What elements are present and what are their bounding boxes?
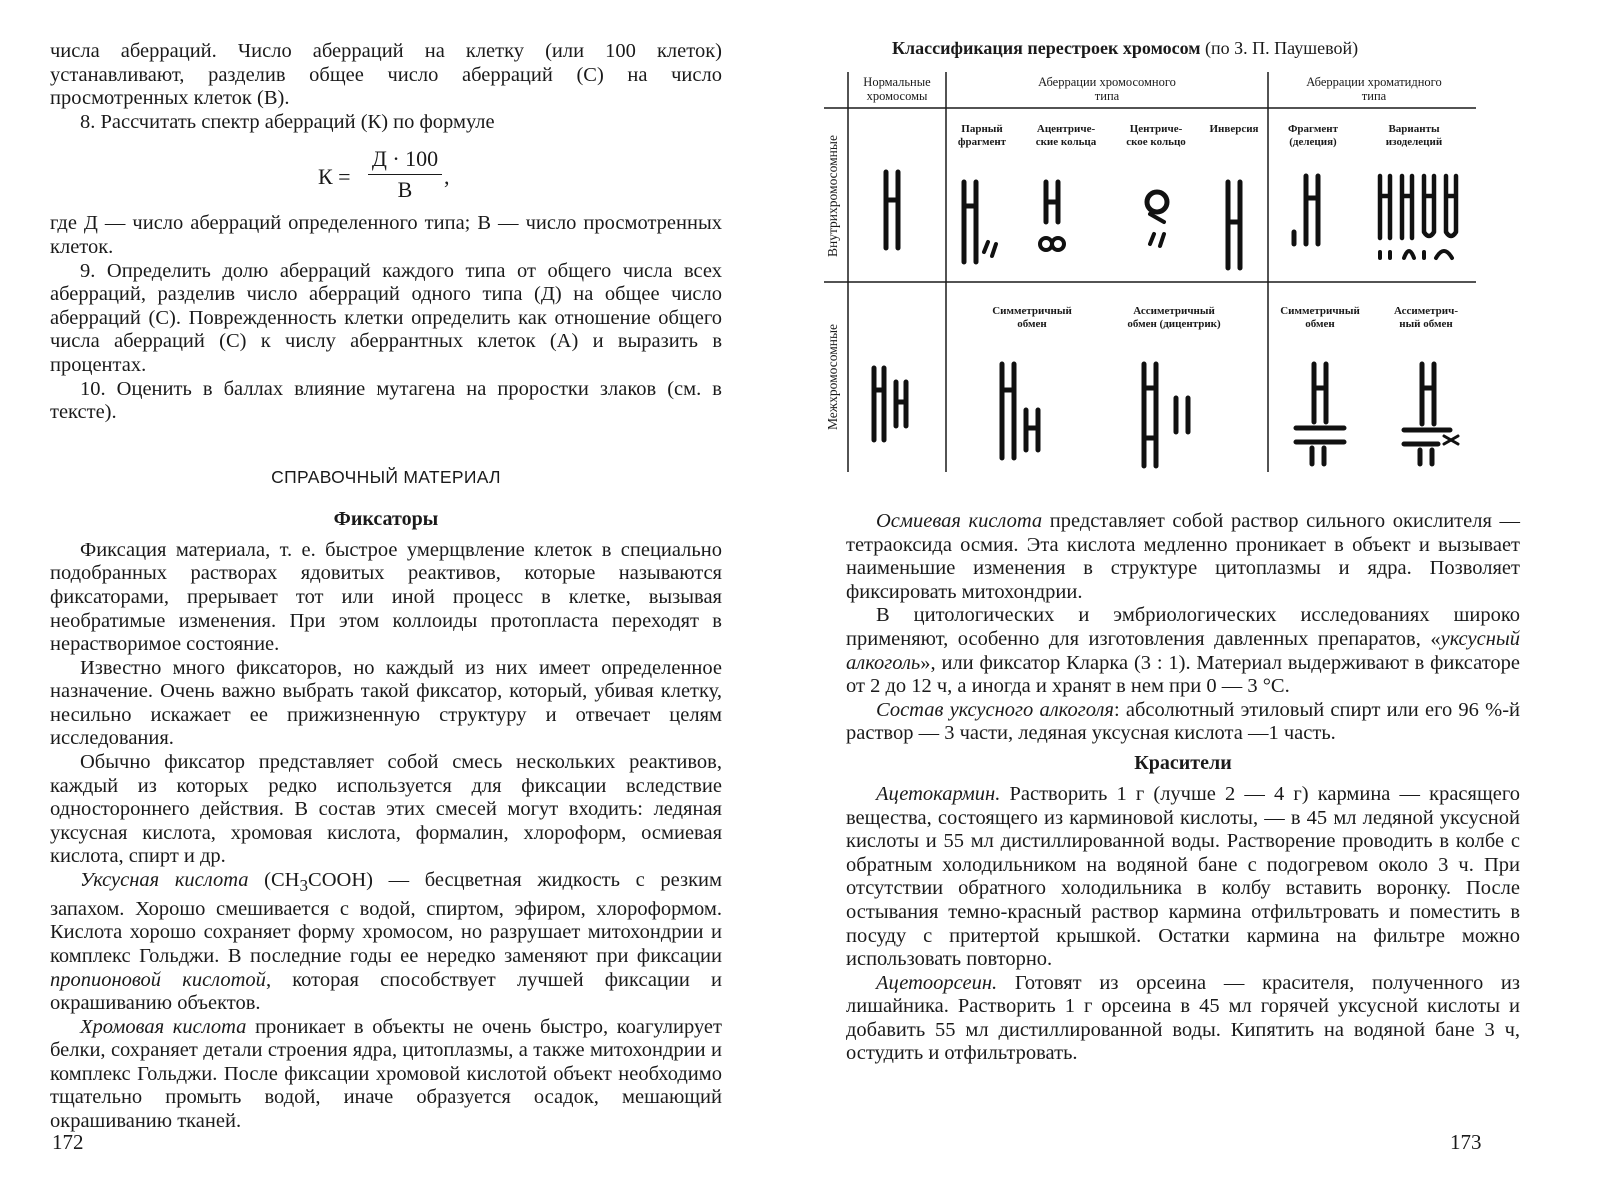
paragraph: где Д — число аберраций определенного типа; В — число просмотренных клеток. [50, 212, 722, 258]
subheader-paired-fragment-l1: Парный [961, 123, 1003, 135]
dicentric-figure [1144, 364, 1188, 466]
paired-fragment-figure [964, 182, 996, 262]
paragraph-chromic-acid [50, 1016, 722, 1134]
header-chromosome-line2: типа [1094, 89, 1120, 103]
paragraph-acetic-acid [50, 869, 722, 1016]
subheader-chromatid-symmetric-l2: обмен [1305, 318, 1335, 330]
deletion-figure [1294, 176, 1318, 244]
subheader-symmetric-exchange-l2: обмен [1017, 318, 1047, 330]
formula-suffix: , [444, 164, 450, 190]
header-chromosome-line1: Аберрации хромосомного [1038, 75, 1176, 89]
header-normal-line1: Нормальные [863, 75, 931, 89]
term: Хромовая кислота [80, 1015, 247, 1038]
text-run: (CH [248, 869, 300, 892]
chromatid-symmetric-figure [1296, 364, 1344, 464]
paragraph-acetocarmine [846, 783, 1520, 972]
paragraph-osmic-acid [846, 510, 1520, 604]
text-run: Растворить 1 г (лучше 2 — 4 г) кармина — красящего вещества, состоящего из карминовой кислоты, — в 45 мл ледяной уксусной кислоты и 55 мл дистиллированной воды. Растворение проводить в колбе с обратным холодильником на водяной бане с подогревом около 3 ч. При отсутствии обратного холодильника в колбу вставить воронку. После остывания темно-красный раствор кармина отфильтровать и поместить в посуду с притертой крышкой. Остатки кармина на фильтре можно использовать повторно. [846, 782, 1520, 971]
inversion-figure [1228, 182, 1240, 268]
subheader-centric-ring-l2: ское кольцо [1126, 136, 1186, 148]
header-chromatid-line2: типа [1361, 89, 1387, 103]
row-label-interchromosomal: Межхромосомные [825, 323, 840, 431]
term: Ацетокармин. [876, 782, 1001, 805]
paragraph: 9. Определить долю аберраций каждого типа от общего числа всех аберраций, разделив число аберраций одного типа (Д) на общее число аберраций (С). Поврежденность клетки определить как отношение общего числа аберраций (С) к числу аберрантных клеток (А) и выразить в процентах. [50, 259, 722, 376]
text-run: проникает в объекты не очень быстро, коагулирует белки, сохраняет детали строения ядра, цитоплазмы, а также митохондрии и комплекс Гольджи. После фиксации хромовой кислотой объект необходимо тщательно промыть водой, иначе образуется осадок, мешающий окрашиванию тканей. [50, 1015, 722, 1133]
subscript: 3 [299, 876, 309, 896]
left-page [0, 0, 780, 1200]
paragraph: Обычно фиксатор представляет собой смесь нескольких реактивов, каждый из которых редко используется для фиксации вследствие одностороннего действия. В состав этих смесей могут входить: ледяная уксусная кислота, хромовая кислота, формалин, хлороформ, осмиевая кислота, спирт и др. [50, 751, 722, 868]
chromatid-asymmetric-figure [1404, 364, 1458, 464]
normal-chromosome-intra [886, 172, 898, 248]
right-column [846, 510, 1520, 1066]
spectrum-formula [50, 146, 722, 204]
subheader-chromatid-asymmetric-l2: ный обмен [1399, 318, 1453, 330]
subheader-deletion-l1: Фрагмент [1287, 123, 1339, 135]
subheader-acentric-rings-l1: Ацентриче- [1036, 123, 1096, 135]
subheader-inversion: Инверсия [1209, 123, 1259, 135]
formula-lhs: К = [318, 164, 351, 190]
symmetric-exchange-figure [1002, 364, 1038, 458]
text-run: : абсолютный этиловый спирт или его 96 %-й раствор — 3 части, ледяная уксусная кислота —1 часть. [846, 698, 1520, 745]
formula-numerator: Д · 100 [368, 146, 442, 175]
term: Состав уксусного алкоголя [876, 698, 1114, 721]
formula-fraction [368, 146, 442, 203]
text-run: , которая способствует лучшей фиксации и окрашиванию объектов. [50, 968, 723, 1015]
subheading-fixatives: Фиксаторы [333, 507, 439, 530]
text-run: В цитологических и эмбриологических исследованиях широко применяют, особенно для изготовления давленных препаратов, « [846, 604, 1520, 650]
term: Ацетоорсеин. [876, 971, 998, 994]
term: Осмиевая кислота [876, 510, 1043, 532]
subheader-isodeletions-l1: Варианты [1388, 123, 1440, 135]
paragraph: 8. Рассчитать спектр аберраций (К) по формуле [80, 110, 495, 133]
paragraph-composition [846, 699, 1520, 746]
centric-ring-figure [1147, 192, 1167, 246]
subheader-centric-ring-l1: Центриче- [1129, 123, 1183, 135]
term: уксусный алкоголь [846, 627, 1520, 674]
text-run: COOH) — бесцветная жидкость с резким запахом. Хорошо смешивается с водой, спиртом, эфиром, хлороформом. Кислота хорошо сохраняет форму хромосом, но разрушает митохондрии и комплекс Гольджи. В последние годы ее нередко заменяют при фиксации [50, 869, 722, 967]
subheader-dicentric-l1: Ассиметричный [1133, 305, 1215, 317]
page-number: 172 [52, 1130, 84, 1154]
header-chromatid-line1: Аберрации хроматидного [1306, 75, 1442, 89]
paragraph: Фиксация материала, т. е. быстрое умерщвление клеток в специально подобранных растворах ядовитых реактивов, которые называются фиксаторами, прерывает тот или иной процесс в клетке, вызывая необратимые изменения. При этом коллоиды протопласта переходят в нерастворимое состояние. [50, 538, 722, 656]
term: Уксусная кислота [80, 869, 249, 892]
header-normal-line2: хромосомы [866, 89, 928, 103]
subheader-paired-fragment-l2: фрагмент [957, 136, 1007, 148]
paragraph-clark-fixative [846, 604, 1520, 698]
subheader-acentric-rings-l2: ские кольца [1035, 136, 1097, 148]
text-run: представляет собой раствор сильного окислителя — тетраоксида осмия. Эта кислота медленно проникает в объект и вызывает наименьшие изменения в структуре цитоплазмы и ядра. Позволяет фиксировать митохондрии. [846, 510, 1520, 603]
subheading-dyes: Красители [1134, 751, 1232, 774]
row-label-intrachromosomal: Внутрихромосомные [825, 135, 840, 257]
normal-chromosome-inter [874, 368, 906, 440]
page-number: 173 [1450, 1130, 1482, 1154]
subheader-chromatid-asymmetric-l1: Ассиметрич- [1393, 305, 1459, 317]
left-column [50, 40, 722, 1134]
subheader-chromatid-symmetric-l1: Симметричный [1280, 305, 1360, 317]
right-page [800, 0, 1600, 1200]
acentric-rings-figure [1040, 182, 1064, 250]
subheader-deletion-l2: (делеция) [1289, 136, 1337, 148]
subheader-dicentric-l2: обмен (дицентрик) [1127, 318, 1221, 330]
chromosome-classification-table [824, 72, 1484, 472]
table-title-rest: (по З. П. Паушевой) [1200, 38, 1359, 58]
subheader-symmetric-exchange-l1: Симметричный [992, 305, 1072, 317]
table-title-bold: Классификация перестроек хромосом [892, 38, 1201, 58]
formula-denominator: В [397, 177, 413, 203]
paragraph: 10. Оценить в баллах влияние мутагена на проростки злаков (см. в тексте). [50, 377, 722, 424]
term: пропионовой кислотой [50, 968, 266, 991]
paragraph-acetoorcein [846, 972, 1520, 1066]
subheader-isodeletions-l2: изоделеций [1385, 136, 1443, 148]
isodeletions-figure [1380, 176, 1456, 258]
table-title [892, 38, 1572, 59]
paragraph: Известно много фиксаторов, но каждый из них имеет определенное назначение. Очень важно выбрать такой фиксатор, который, убивая клетку, несильно искажает ее прижизненную структуру и отвечает целям исследования. [50, 656, 722, 750]
text-run: Готовят из орсеина — красителя, полученного из лишайника. Растворить 1 г орсеина в 45 мл горячей уксусной кислоты и добавить 55 мл дистиллированной воды. Кипятить на водяной бане 3 ч, остудить и отфильтровать. [846, 971, 1520, 1065]
paragraph: числа аберраций. Число аберраций на клетку (или 100 клеток) устанавливают, разделив общее число аберраций (С) на число просмотренных клеток (В). [50, 40, 722, 110]
text-run: », или фиксатор Кларка (3 : 1). Материал выдерживают в фиксаторе от 2 до 12 ч, а иногда и хранят в нем при 0 — 3 °С. [846, 651, 1520, 698]
section-heading: СПРАВОЧНЫЙ МАТЕРИАЛ [271, 466, 501, 487]
